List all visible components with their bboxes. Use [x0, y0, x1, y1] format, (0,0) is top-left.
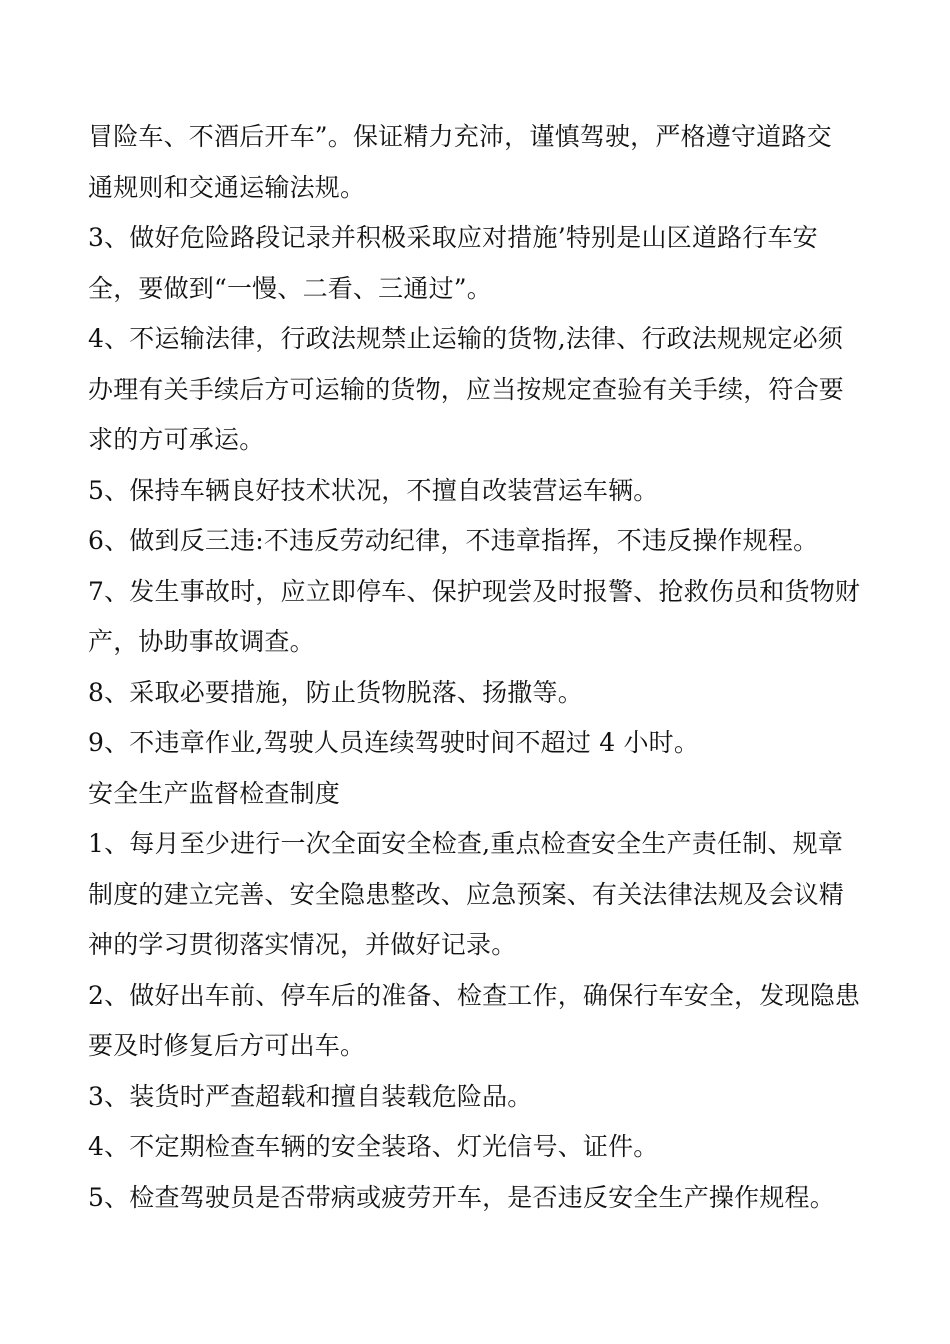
text-line: 4、不定期检查车辆的安全装珞、灯光信号、证件。	[88, 1132, 659, 1161]
text-line: 8、采取必要措施，防止货物脱落、扬撒等。	[88, 677, 583, 707]
text-line: 3、装货时严查超载和擅自装载危险品。	[88, 1081, 533, 1111]
text-line: 1、每月至少进行一次全面安全检查,重点检查安全生产责任制、规章	[88, 829, 844, 858]
text-line: 产，协助事故调查。	[88, 627, 315, 656]
section-heading: 安全生产监督检查制度	[88, 778, 341, 808]
text-line: 2、做好出车前、停车后的准备、检查工作，确保行车安全，发现隐患	[88, 980, 861, 1010]
text-line: 冒险车、不酒后开车”。保证精力充沛，谨慎驾驶，严格遵守道路交	[88, 122, 832, 151]
text-line: 神的学习贯彻落实情况，并做好记录。	[88, 930, 517, 959]
text-line: 求的方可承运。	[88, 425, 265, 454]
text-line: 制度的建立完善、安全隐患整改、应急预案、有关法律法规及会议精	[88, 879, 845, 909]
text-line: 7、发生事故时，应立即停车、保护现尝及时报警、抢救伤员和货物财	[88, 576, 861, 606]
text-line: 5、检查驾驶员是否带病或疲劳开车，是否违反安全生产操作规程。	[88, 1182, 835, 1212]
text-line: 要及时修复后方可出车。	[88, 1031, 366, 1060]
text-line: 9、不违章作业,驾驶人员连续驾驶时间不超过 4 小时。	[88, 728, 700, 757]
text-line: 4、不运输法律，行政法规禁止运输的货物,法律、行政法规规定必须	[88, 324, 844, 353]
document-page	[88, 112, 873, 1223]
text-line: 全，要做到“一慢、二看、三通过”。	[88, 273, 492, 303]
text-line: 办理有关手续后方可运输的货物，应当按规定查验有关手续，符合要	[88, 374, 845, 404]
text-line: 3、做好危险路段记录并积极采取应对措施’特别是山区道路行车安	[88, 223, 818, 252]
text-line: 5、保持车辆良好技术状况，不擅自改装营运车辆。	[88, 475, 659, 505]
text-line: 6、做到反三违:不违反劳动纪律，不违章指挥，不违反操作规程。	[88, 526, 819, 555]
text-line: 通规则和交通运输法规。	[88, 172, 366, 202]
